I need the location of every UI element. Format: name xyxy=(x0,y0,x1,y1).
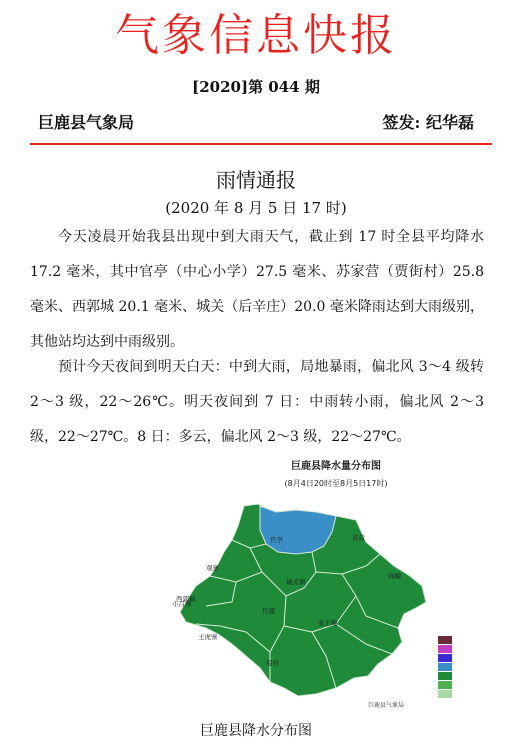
region-label: 苏营 xyxy=(352,534,365,542)
legend-swatch xyxy=(438,645,452,653)
region-label: 巨鹿 xyxy=(262,607,275,615)
precipitation-map xyxy=(166,456,476,718)
issuing-bureau: 巨鹿县气象局 xyxy=(38,113,135,132)
region-label: 西郭城 xyxy=(176,595,196,603)
region-label: 官亭 xyxy=(270,536,283,544)
section-title: 雨情通报 xyxy=(216,168,296,192)
region-label: 小吕寨 xyxy=(172,600,192,608)
rainfall-paragraph: 今天凌晨开始我县出现中到大雨天气，截止到 17 时全县平均降水 17.2 毫米，其中官亭（中心小学）27.5 毫米、苏家营（贾街村）25.8 毫米、西郭城 20.1 毫米、城关（后辛庄）20.0 毫米降雨达到大雨级别，其他站均达到中雨级别。 xyxy=(30,229,484,350)
legend-swatch xyxy=(438,681,452,689)
map-subtitle: (8月4日20时至8月5日17时) xyxy=(284,479,388,488)
region-label: 阎疃 xyxy=(388,572,401,580)
map-title: 巨鹿县降水量分布图 xyxy=(291,461,381,472)
map-svg xyxy=(166,456,476,718)
region-label: 张王疃 xyxy=(318,619,338,627)
legend-swatch xyxy=(438,672,452,680)
issue-number: [2020]第 044 期 xyxy=(192,78,320,96)
map-caption: 巨鹿县降水分布图 xyxy=(200,723,312,739)
signed-by: 签发: 纪华磊 xyxy=(382,113,474,132)
region-label: 城关镇 xyxy=(286,578,306,586)
forecast-paragraph: 预计今天夜间到明天白天：中到大雨，局地暴雨，偏北风 3～4 级转 2～3 级，22～26℃。明天夜间到 7 日：中雨转小雨，偏北风 2～3 级，22～27℃。8 日：多云，偏北风 2～3 级，22～27℃。 xyxy=(30,359,484,445)
bulletin-title: 气象信息快报 xyxy=(115,10,397,61)
header-divider xyxy=(30,143,492,145)
legend-swatch xyxy=(438,654,452,662)
map-legend xyxy=(438,636,452,698)
region-label: 堤村 xyxy=(266,659,279,667)
region-label: 观寨 xyxy=(206,564,219,572)
legend-swatch xyxy=(438,690,452,698)
legend-swatch xyxy=(438,663,452,671)
region-label: 王虎寨 xyxy=(198,633,218,641)
section-time: (2020 年 8 月 5 日 17 时) xyxy=(165,199,347,217)
map-credit: 巨鹿县气象局 xyxy=(368,702,405,709)
legend-swatch xyxy=(438,636,452,644)
